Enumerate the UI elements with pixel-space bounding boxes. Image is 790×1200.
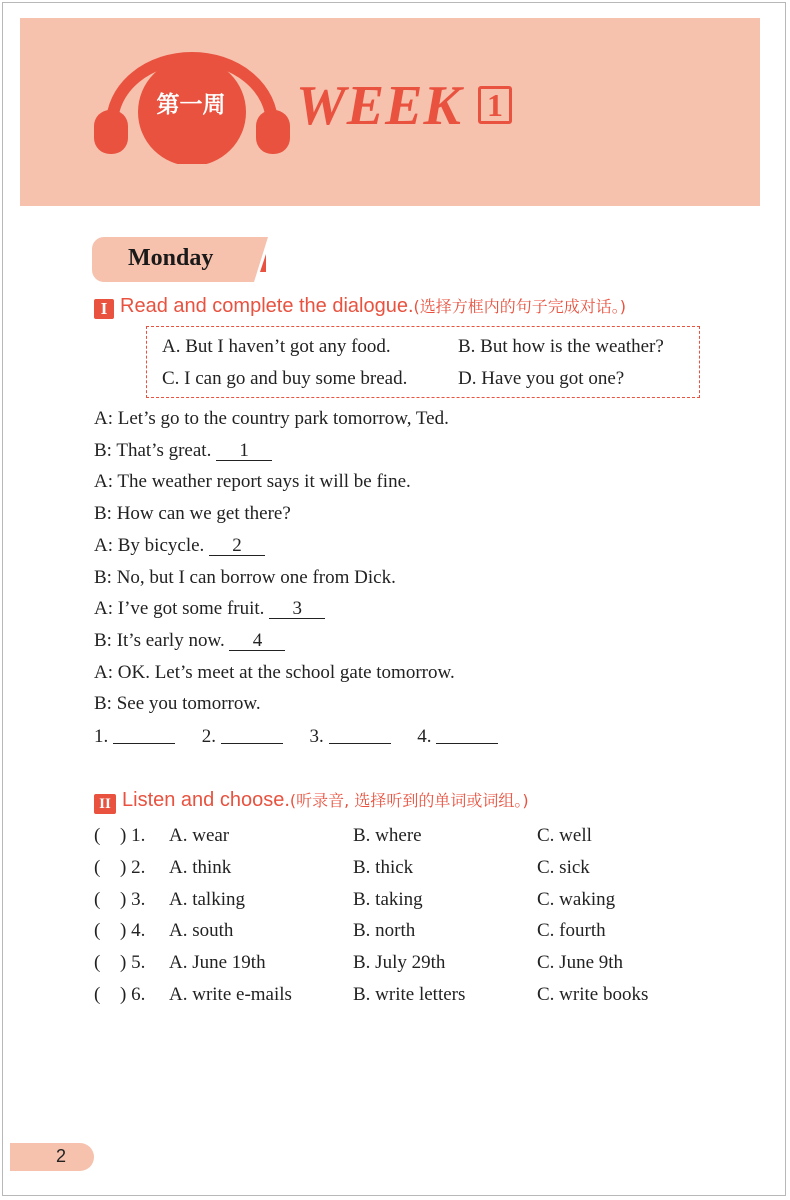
dialogue-text: A: Let’s go to the country park tomorrow, Ted.	[94, 408, 449, 429]
answer-item-1[interactable]	[94, 726, 175, 748]
choice-row	[94, 920, 734, 944]
dialogue-line	[94, 598, 325, 620]
week-number-badge: 1	[478, 86, 512, 124]
page-number: 2	[56, 1146, 67, 1166]
choice-row	[94, 889, 734, 913]
dialogue-blank[interactable]: 1	[216, 442, 272, 461]
section-1-title-text: Read and complete the dialogue.	[120, 295, 414, 317]
dialogue-text: A: The weather report says it will be fine.	[94, 471, 411, 492]
answer-bracket[interactable]: (	[94, 952, 101, 973]
dialogue-text: A: I’ve got some fruit.	[94, 598, 265, 619]
answer-row	[94, 726, 520, 748]
answer-bracket[interactable]: (	[94, 984, 101, 1005]
dialogue-text: A: By bicycle.	[94, 535, 205, 556]
dialogue-blank[interactable]: 2	[209, 537, 265, 556]
answer-item-4[interactable]	[417, 726, 498, 748]
dialogue-text: B: No, but I can borrow one from Dick.	[94, 567, 396, 588]
answer-bracket[interactable]: (	[94, 920, 101, 941]
question-number: ) 5.	[120, 952, 146, 973]
answer-line-1[interactable]	[113, 727, 175, 744]
answer-line-3[interactable]	[329, 727, 391, 744]
choice-option-b: B. thick	[353, 857, 414, 878]
answer-item-2[interactable]	[202, 726, 283, 748]
choice-option-a: A. talking	[169, 889, 245, 910]
answer-item-3[interactable]	[310, 726, 391, 748]
dialogue-text: B: It’s early now.	[94, 630, 225, 651]
section-2-numeral: II	[94, 794, 116, 814]
dialogue-line	[94, 440, 272, 462]
choice-option-b: B. north	[353, 920, 416, 941]
dialogue-line	[94, 503, 291, 525]
choice-option-c: C. June 9th	[537, 952, 624, 973]
option-c: C. I can go and buy some bread.	[162, 368, 408, 389]
page-number-tab	[10, 1143, 94, 1171]
choice-option-c: C. well	[537, 825, 592, 846]
section-2-title	[94, 788, 529, 814]
answer-label-3: 3.	[309, 726, 324, 747]
week-chinese-label: 第一周	[156, 92, 226, 118]
section-2-title-cn: (听录音, 选择听到的单词或词组。)	[289, 791, 529, 810]
dialogue-text: B: That’s great.	[94, 440, 212, 461]
dialogue-text: B: How can we get there?	[94, 503, 291, 524]
choice-option-c: C. fourth	[537, 920, 606, 941]
dialogue-blank[interactable]: 4	[229, 632, 285, 651]
option-b: B. But how is the weather?	[458, 336, 664, 357]
choice-row	[94, 857, 734, 881]
choice-row	[94, 952, 734, 976]
choice-option-a: A. think	[169, 857, 232, 878]
dialogue-text: A: OK. Let’s meet at the school gate tomorrow.	[94, 662, 455, 683]
answer-bracket[interactable]: (	[94, 889, 101, 910]
dialogue-line	[94, 535, 265, 557]
choice-option-a: A. write e-mails	[169, 984, 292, 1005]
choice-option-a: A. south	[169, 920, 234, 941]
day-label: Monday	[128, 245, 214, 271]
option-d: D. Have you got one?	[458, 368, 625, 389]
option-a: A. But I haven’t got any food.	[162, 336, 391, 357]
choice-option-b: B. where	[353, 825, 422, 846]
question-number: ) 6.	[120, 984, 146, 1005]
section-1-numeral: I	[94, 299, 114, 319]
question-number: ) 1.	[120, 825, 146, 846]
section-1-title-cn: (选择方框内的句子完成对话。)	[413, 297, 627, 316]
answer-line-4[interactable]	[436, 727, 498, 744]
choice-option-c: C. write books	[537, 984, 649, 1005]
choice-option-b: B. write letters	[353, 984, 466, 1005]
choice-option-c: C. sick	[537, 857, 590, 878]
dialogue-line	[94, 567, 396, 589]
choice-option-b: B. July 29th	[353, 952, 446, 973]
answer-label-1: 1.	[94, 726, 109, 747]
question-number: ) 4.	[120, 920, 146, 941]
section-1-title	[94, 294, 626, 319]
dialogue-line	[94, 662, 455, 684]
answer-bracket[interactable]: (	[94, 857, 101, 878]
dialogue-line	[94, 471, 411, 493]
choice-option-c: C. waking	[537, 889, 616, 910]
dialogue-line	[94, 693, 261, 715]
week-title: WEEK	[296, 75, 462, 137]
answer-label-4: 4.	[417, 726, 432, 747]
question-number: ) 2.	[120, 857, 146, 878]
dialogue-line	[94, 408, 449, 430]
dialogue-blank[interactable]: 3	[269, 600, 325, 619]
answer-label-2: 2.	[201, 726, 216, 747]
choice-row	[94, 984, 734, 1008]
question-number: ) 3.	[120, 889, 146, 910]
choice-option-b: B. taking	[353, 889, 423, 910]
choice-option-a: A. June 19th	[169, 952, 266, 973]
dialogue-line	[94, 630, 285, 652]
section-2-title-text: Listen and choose.	[122, 789, 290, 811]
tab-accent-icon	[260, 254, 266, 272]
choice-row	[94, 825, 734, 849]
choice-option-a: A. wear	[169, 825, 230, 846]
answer-line-2[interactable]	[221, 727, 283, 744]
dialogue-text: B: See you tomorrow.	[94, 693, 261, 714]
answer-bracket[interactable]: (	[94, 825, 101, 846]
